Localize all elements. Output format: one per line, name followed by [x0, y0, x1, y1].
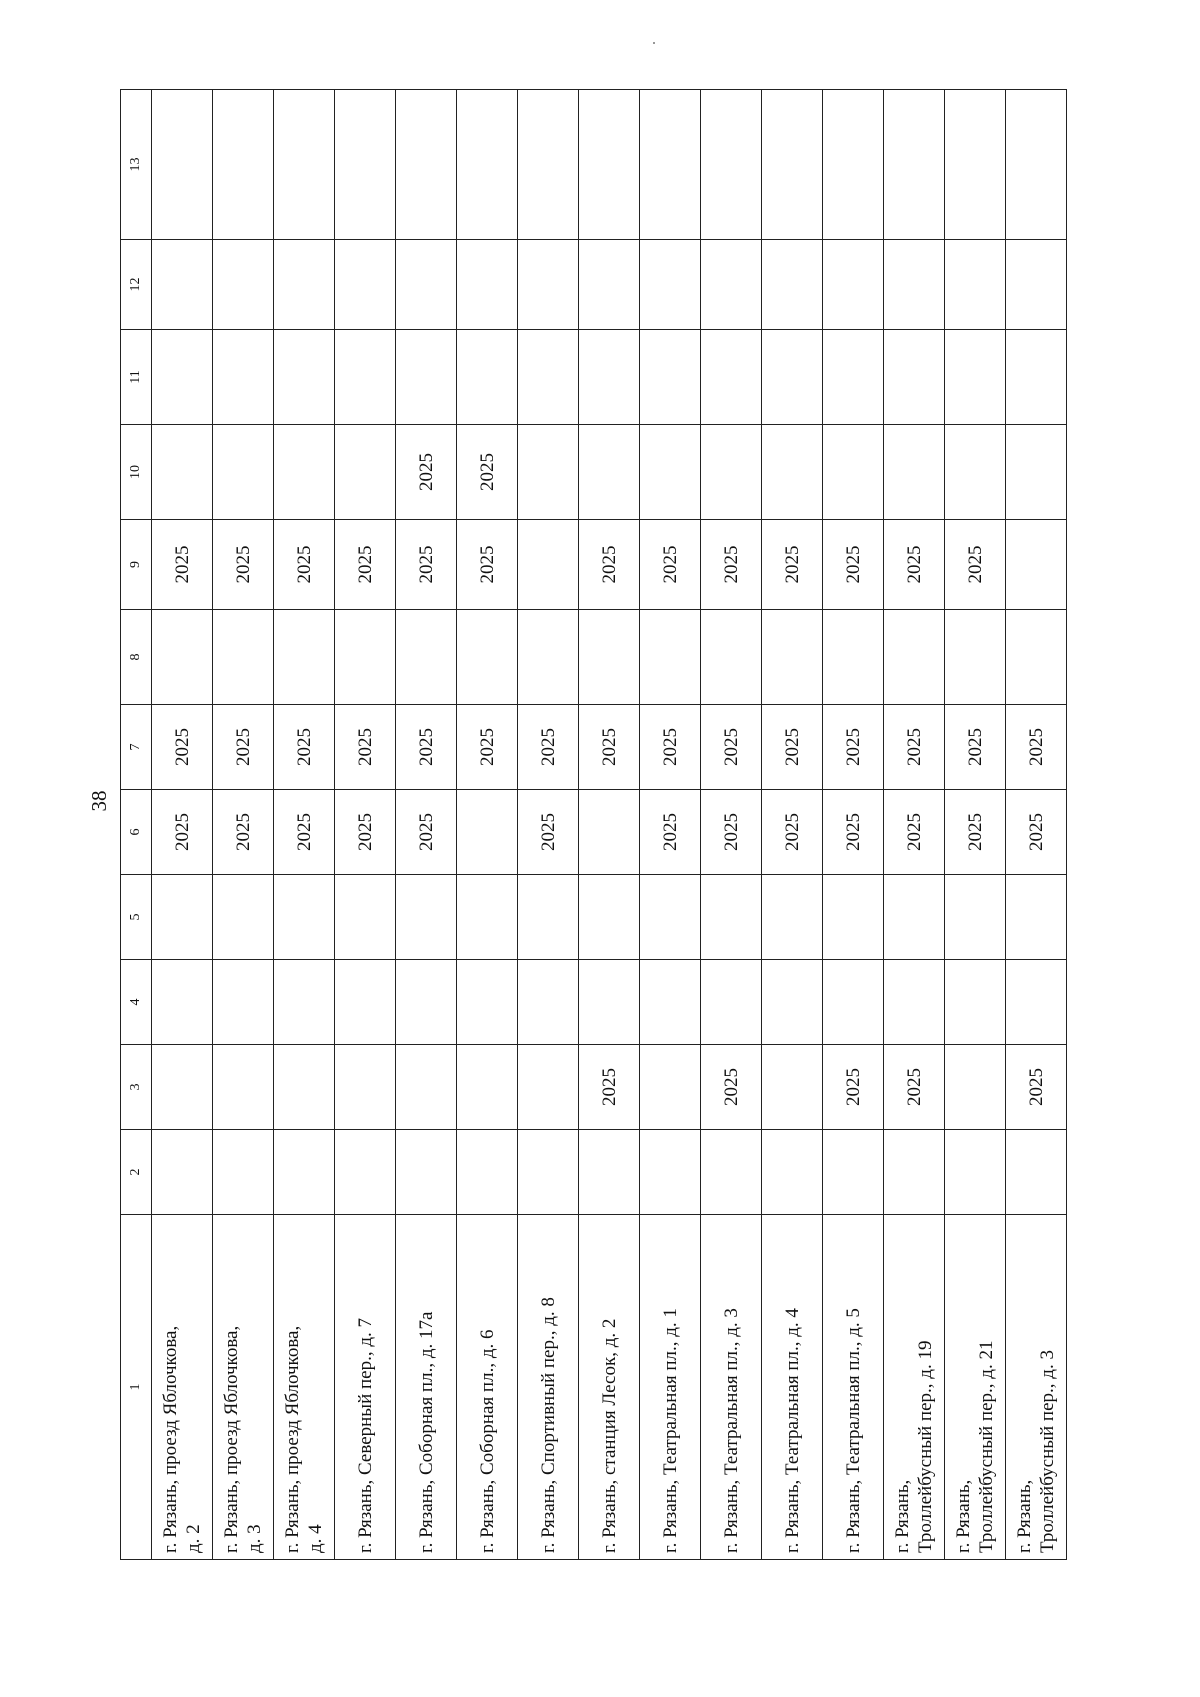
year-cell: 2025 [945, 705, 1006, 790]
column-number-6: 6 [121, 790, 152, 875]
year-cell [762, 425, 823, 520]
year-cell [579, 875, 640, 960]
year-cell: 2025 [701, 790, 762, 875]
address-cell: г. Рязань, проезд Яблочкова, д. 2 [152, 1215, 213, 1560]
year-cell [396, 240, 457, 330]
year-cell: 2025 [823, 790, 884, 875]
table-row [1006, 90, 1067, 1560]
year-cell [152, 240, 213, 330]
year-cell [396, 1045, 457, 1130]
year-cell: 2025 [457, 520, 518, 610]
year-cell [945, 90, 1006, 240]
year-cell [945, 1130, 1006, 1215]
table-row [640, 90, 701, 1560]
year-cell [518, 960, 579, 1045]
year-cell [1006, 875, 1067, 960]
year-cell [213, 1045, 274, 1130]
year-cell [152, 1045, 213, 1130]
year-cell: 2025 [1006, 1045, 1067, 1130]
year-cell [213, 425, 274, 520]
year-cell [396, 610, 457, 705]
year-cell [1006, 960, 1067, 1045]
table-row [762, 90, 823, 1560]
year-cell [213, 330, 274, 425]
address-cell: г. Рязань, Театральная пл., д. 3 [701, 1215, 762, 1560]
year-cell [640, 425, 701, 520]
year-cell [213, 875, 274, 960]
year-cell [701, 610, 762, 705]
year-cell: 2025 [213, 705, 274, 790]
table-body [121, 90, 1067, 1560]
year-cell [640, 610, 701, 705]
year-cell [884, 90, 945, 240]
year-cell [884, 330, 945, 425]
year-cell [1006, 425, 1067, 520]
year-cell [335, 90, 396, 240]
year-cell [457, 330, 518, 425]
year-cell: 2025 [1006, 790, 1067, 875]
year-cell [1006, 330, 1067, 425]
year-cell [640, 90, 701, 240]
year-cell: 2025 [335, 790, 396, 875]
year-cell [1006, 1130, 1067, 1215]
year-cell [762, 330, 823, 425]
year-cell [762, 875, 823, 960]
year-cell: 2025 [945, 790, 1006, 875]
year-cell [640, 875, 701, 960]
year-cell: 2025 [152, 790, 213, 875]
address-cell: г. Рязань, Троллейбусный пер., д. 19 [884, 1215, 945, 1560]
year-cell [823, 610, 884, 705]
year-cell [640, 1130, 701, 1215]
year-cell [1006, 240, 1067, 330]
year-cell [152, 1130, 213, 1215]
year-cell: 2025 [884, 520, 945, 610]
year-cell: 2025 [396, 520, 457, 610]
year-cell [274, 330, 335, 425]
table-row [945, 90, 1006, 1560]
year-cell [579, 960, 640, 1045]
address-cell: г. Рязань, проезд Яблочкова, д. 3 [213, 1215, 274, 1560]
year-cell [518, 425, 579, 520]
year-cell: 2025 [518, 790, 579, 875]
table-row [518, 90, 579, 1560]
year-cell [274, 960, 335, 1045]
schedule-table [120, 89, 1067, 1560]
year-cell [396, 1130, 457, 1215]
year-cell [152, 330, 213, 425]
year-cell [457, 790, 518, 875]
year-cell [518, 330, 579, 425]
column-number-4: 4 [121, 960, 152, 1045]
table-row [152, 90, 213, 1560]
year-cell [274, 875, 335, 960]
year-cell [518, 240, 579, 330]
year-cell [335, 1045, 396, 1130]
header-row [121, 90, 152, 1560]
year-cell [640, 240, 701, 330]
year-cell: 2025 [762, 705, 823, 790]
year-cell [518, 610, 579, 705]
column-number-12: 12 [121, 240, 152, 330]
year-cell [274, 425, 335, 520]
year-cell [335, 1130, 396, 1215]
year-cell: 2025 [152, 520, 213, 610]
year-cell: 2025 [579, 520, 640, 610]
year-cell [579, 790, 640, 875]
year-cell [945, 425, 1006, 520]
year-cell [396, 330, 457, 425]
column-number-13: 13 [121, 90, 152, 240]
year-cell: 2025 [823, 1045, 884, 1130]
year-cell [823, 425, 884, 520]
year-cell: 2025 [701, 705, 762, 790]
year-cell [823, 240, 884, 330]
year-cell: 2025 [701, 520, 762, 610]
year-cell: 2025 [213, 520, 274, 610]
year-cell [579, 240, 640, 330]
year-cell [640, 330, 701, 425]
year-cell [579, 90, 640, 240]
year-cell [152, 90, 213, 240]
address-cell: г. Рязань, Театральная пл., д. 4 [762, 1215, 823, 1560]
year-cell: 2025 [518, 705, 579, 790]
year-cell [640, 960, 701, 1045]
column-number-9: 9 [121, 520, 152, 610]
address-cell: г. Рязань, Театральная пл., д. 5 [823, 1215, 884, 1560]
year-cell [518, 90, 579, 240]
column-number-7: 7 [121, 705, 152, 790]
year-cell [701, 1130, 762, 1215]
year-cell [579, 330, 640, 425]
year-cell [335, 610, 396, 705]
year-cell [1006, 610, 1067, 705]
table-row [396, 90, 457, 1560]
year-cell [152, 610, 213, 705]
year-cell [823, 1130, 884, 1215]
year-cell: 2025 [640, 790, 701, 875]
address-cell: г. Рязань, проезд Яблочкова, д. 4 [274, 1215, 335, 1560]
year-cell: 2025 [396, 790, 457, 875]
year-cell [274, 1045, 335, 1130]
year-cell: 2025 [640, 520, 701, 610]
year-cell [884, 240, 945, 330]
year-cell [274, 610, 335, 705]
year-cell: 2025 [823, 705, 884, 790]
table-row [457, 90, 518, 1560]
rotated-table-wrapper [120, 90, 1075, 1560]
address-cell: г. Рязань, станция Лесок, д. 2 [579, 1215, 640, 1560]
year-cell [274, 1130, 335, 1215]
year-cell [213, 240, 274, 330]
year-cell [457, 1045, 518, 1130]
year-cell [152, 875, 213, 960]
year-cell [518, 1045, 579, 1130]
year-cell [762, 960, 823, 1045]
year-cell [518, 875, 579, 960]
year-cell [1006, 90, 1067, 240]
year-cell: 2025 [762, 520, 823, 610]
year-cell [884, 610, 945, 705]
year-cell [396, 90, 457, 240]
year-cell [762, 610, 823, 705]
year-cell: 2025 [396, 425, 457, 520]
year-cell: 2025 [335, 705, 396, 790]
column-number-1: 1 [121, 1215, 152, 1560]
year-cell [884, 425, 945, 520]
year-cell [213, 960, 274, 1045]
year-cell: 2025 [213, 790, 274, 875]
year-cell [152, 960, 213, 1045]
year-cell [457, 875, 518, 960]
column-number-8: 8 [121, 610, 152, 705]
year-cell [945, 330, 1006, 425]
year-cell [701, 90, 762, 240]
page-number: 38 [87, 790, 111, 812]
year-cell [640, 1045, 701, 1130]
year-cell [884, 875, 945, 960]
year-cell [762, 240, 823, 330]
table-row [701, 90, 762, 1560]
year-cell [945, 1045, 1006, 1130]
year-cell [213, 90, 274, 240]
year-cell [823, 90, 884, 240]
year-cell: 2025 [152, 705, 213, 790]
column-number-5: 5 [121, 875, 152, 960]
year-cell [701, 425, 762, 520]
year-cell [457, 960, 518, 1045]
year-cell [457, 610, 518, 705]
year-cell: 2025 [457, 705, 518, 790]
year-cell [274, 240, 335, 330]
column-number-11: 11 [121, 330, 152, 425]
year-cell: 2025 [884, 790, 945, 875]
year-cell [335, 330, 396, 425]
year-cell: 2025 [884, 705, 945, 790]
year-cell [762, 1130, 823, 1215]
year-cell [701, 875, 762, 960]
year-cell [945, 960, 1006, 1045]
year-cell [396, 875, 457, 960]
year-cell [396, 960, 457, 1045]
year-cell [762, 1045, 823, 1130]
table-row [579, 90, 640, 1560]
column-number-3: 3 [121, 1045, 152, 1130]
year-cell [823, 330, 884, 425]
year-cell [884, 1130, 945, 1215]
year-cell [457, 90, 518, 240]
year-cell [701, 330, 762, 425]
year-cell [579, 425, 640, 520]
year-cell [518, 1130, 579, 1215]
address-cell: г. Рязань, Соборная пл., д. 6 [457, 1215, 518, 1560]
year-cell [945, 240, 1006, 330]
year-cell: 2025 [335, 520, 396, 610]
year-cell [213, 1130, 274, 1215]
year-cell [335, 425, 396, 520]
year-cell [701, 960, 762, 1045]
table-row [274, 90, 335, 1560]
year-cell [335, 240, 396, 330]
year-cell: 2025 [274, 705, 335, 790]
table-row [335, 90, 396, 1560]
year-cell [152, 425, 213, 520]
year-cell: 2025 [579, 1045, 640, 1130]
table-row [213, 90, 274, 1560]
year-cell: 2025 [457, 425, 518, 520]
year-cell: 2025 [579, 705, 640, 790]
year-cell [823, 960, 884, 1045]
year-cell [1006, 520, 1067, 610]
year-cell [274, 90, 335, 240]
year-cell: 2025 [701, 1045, 762, 1130]
year-cell [457, 1130, 518, 1215]
address-cell: г. Рязань, Спортивный пер., д. 8 [518, 1215, 579, 1560]
year-cell: 2025 [274, 520, 335, 610]
column-number-10: 10 [121, 425, 152, 520]
year-cell [335, 960, 396, 1045]
year-cell [579, 1130, 640, 1215]
year-cell: 2025 [640, 705, 701, 790]
year-cell: 2025 [884, 1045, 945, 1130]
year-cell [945, 610, 1006, 705]
column-number-2: 2 [121, 1130, 152, 1215]
address-cell: г. Рязань, Троллейбусный пер., д. 3 [1006, 1215, 1067, 1560]
table-row [884, 90, 945, 1560]
year-cell: 2025 [762, 790, 823, 875]
address-cell: г. Рязань, Северный пер., д. 7 [335, 1215, 396, 1560]
year-cell: 2025 [1006, 705, 1067, 790]
address-cell: г. Рязань, Театральная пл., д. 1 [640, 1215, 701, 1560]
year-cell: 2025 [396, 705, 457, 790]
year-cell [335, 875, 396, 960]
year-cell [945, 875, 1006, 960]
year-cell [213, 610, 274, 705]
year-cell [884, 960, 945, 1045]
year-cell [701, 240, 762, 330]
year-cell: 2025 [945, 520, 1006, 610]
year-cell [518, 520, 579, 610]
year-cell [579, 610, 640, 705]
address-cell: г. Рязань, Соборная пл., д. 17а [396, 1215, 457, 1560]
year-cell: 2025 [274, 790, 335, 875]
address-cell: г. Рязань, Троллейбусный пер., д. 21 [945, 1215, 1006, 1560]
scan-speck [653, 42, 655, 44]
year-cell: 2025 [823, 520, 884, 610]
year-cell [762, 90, 823, 240]
year-cell [823, 875, 884, 960]
year-cell [457, 240, 518, 330]
table-row [823, 90, 884, 1560]
